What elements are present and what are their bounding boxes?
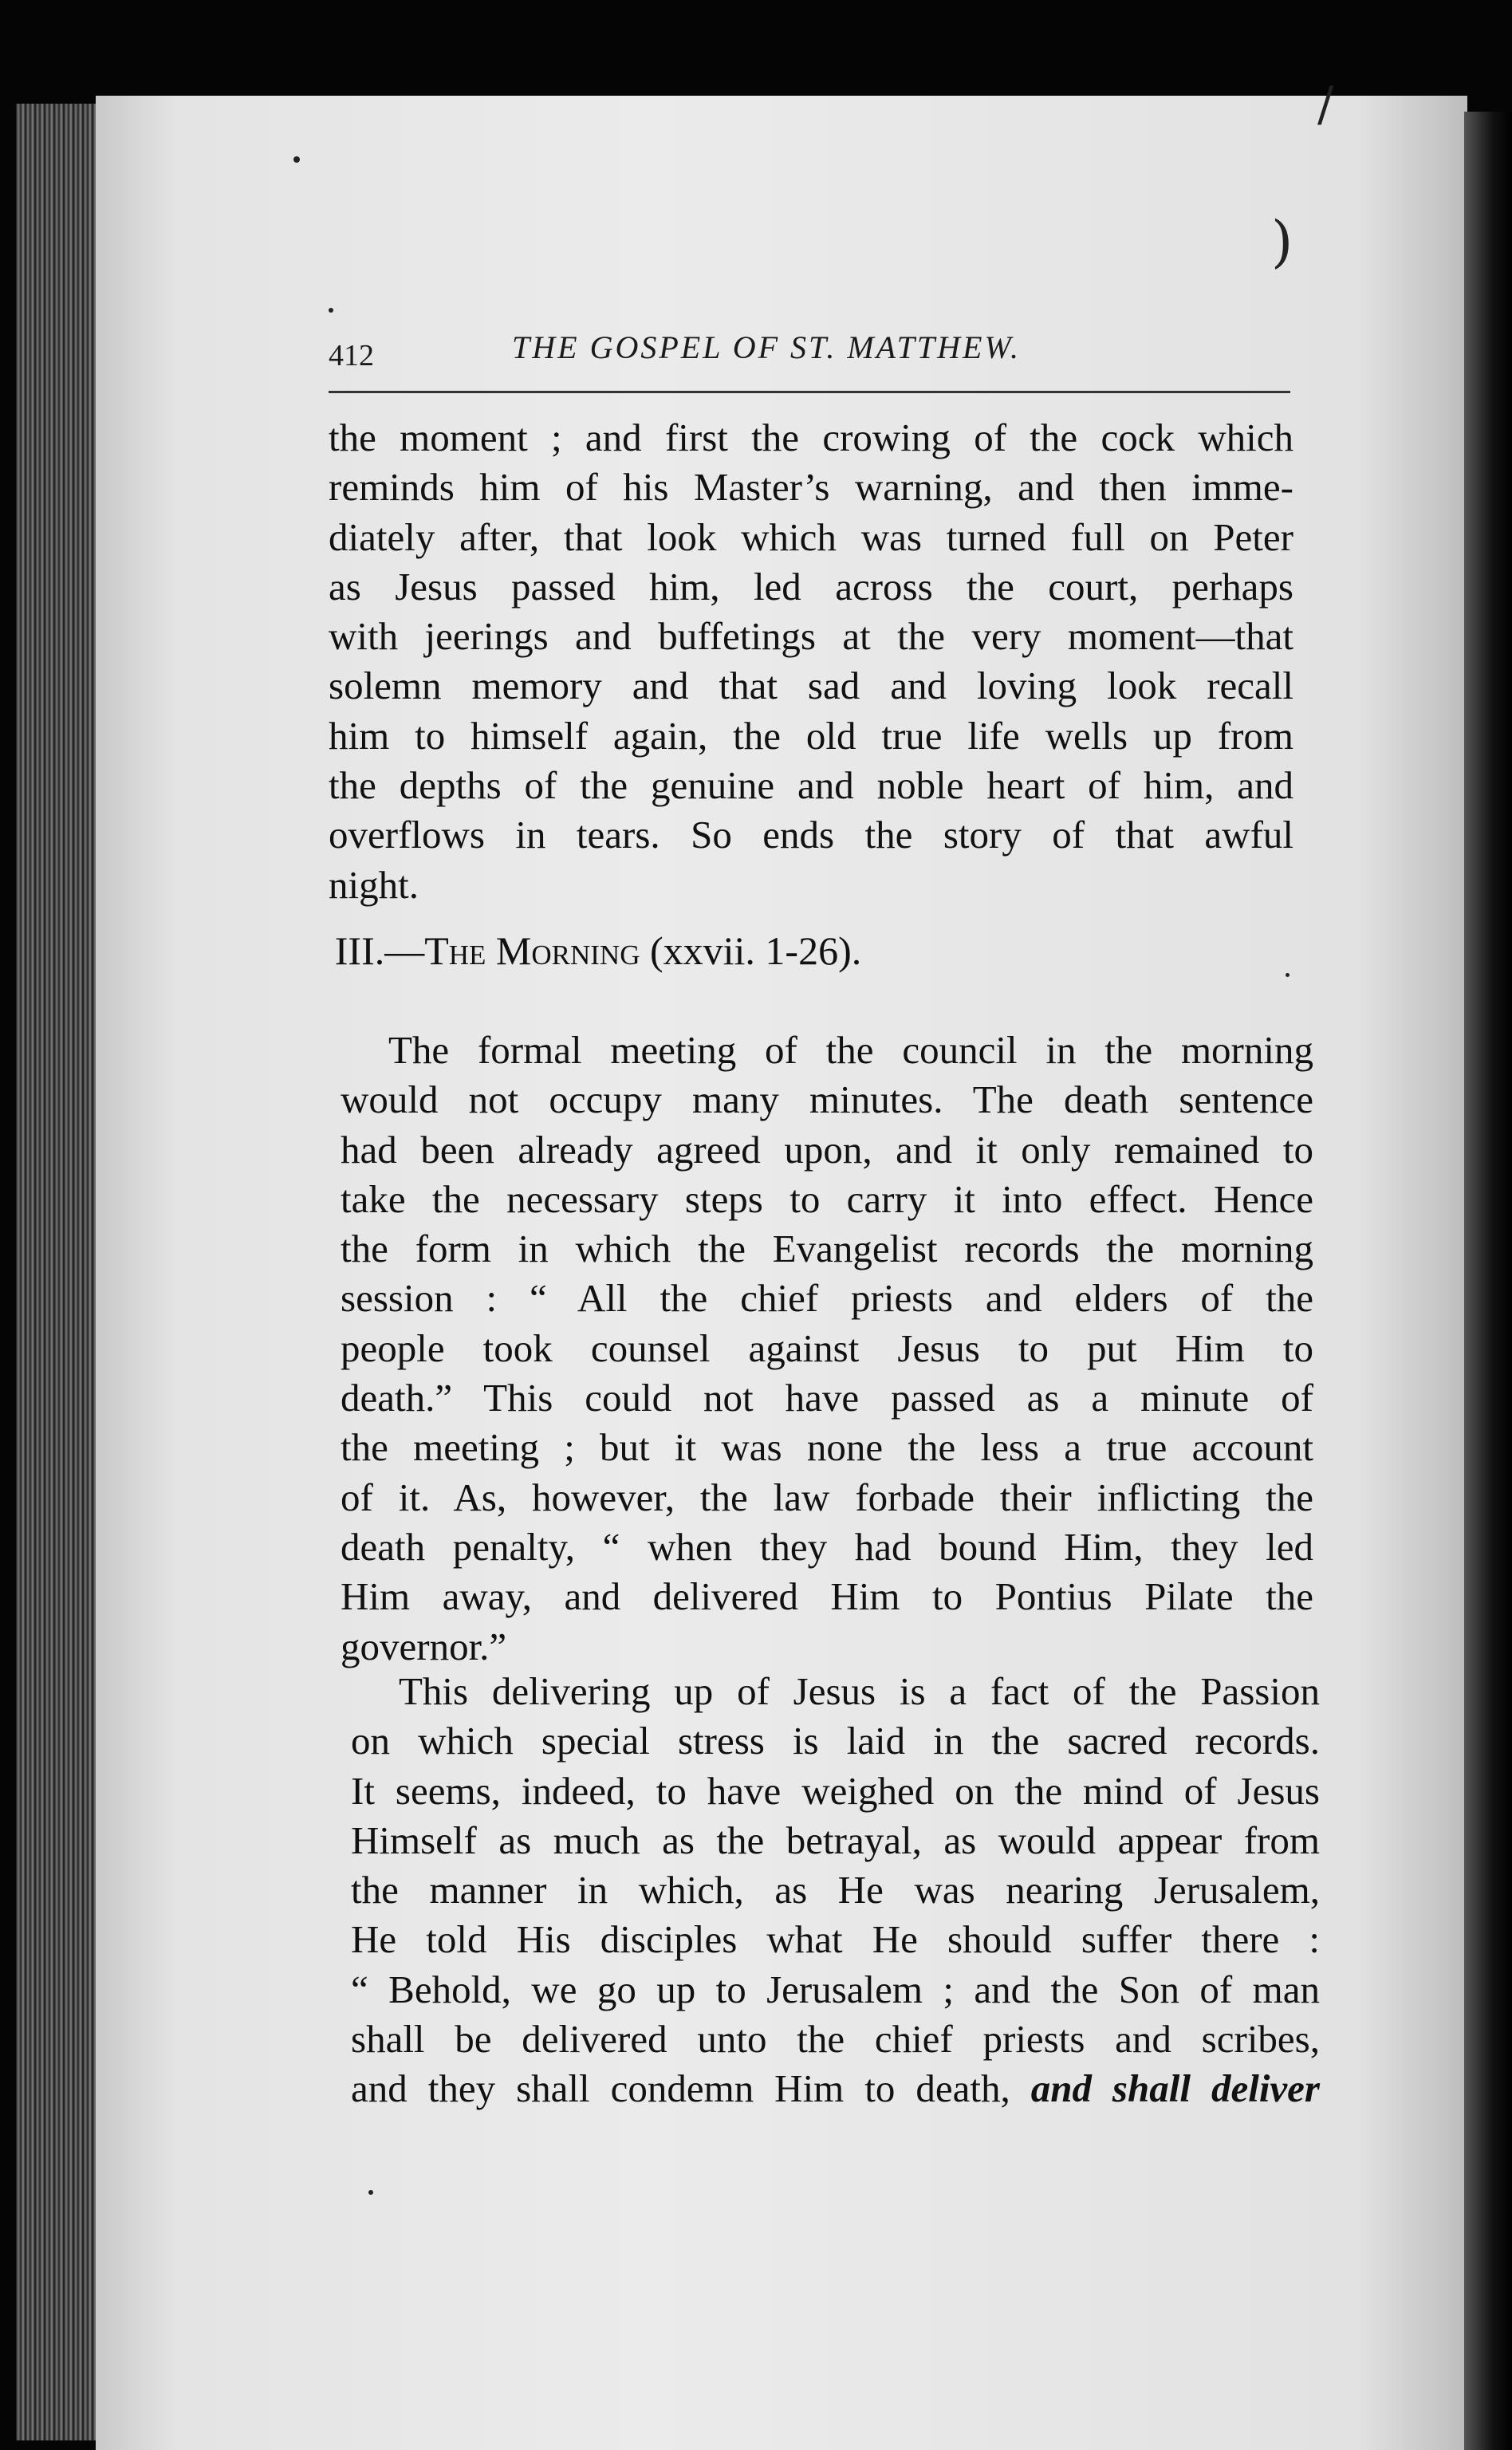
text-line: session : “ All the chief priests and elders of the	[341, 1276, 1313, 1321]
final-line-italic: and shall deliver	[1030, 2066, 1320, 2111]
pencil-mark-icon: /	[1317, 77, 1334, 132]
final-line-plain: and they shall condemn Him to death,	[351, 2066, 1031, 2111]
paragraph-3	[351, 1667, 1320, 2114]
text-line: death.” This could not have passed as a minute of	[341, 1376, 1313, 1420]
text-line: would not occupy many minutes. The death sentence	[341, 1077, 1313, 1122]
text-line: take the necessary steps to carry it into effect. Hence	[341, 1176, 1313, 1221]
text-line: the meeting ; but it was none the less a true account	[341, 1425, 1313, 1470]
header-rule	[329, 391, 1290, 393]
page-number: 412	[329, 339, 374, 372]
paragraph-1	[329, 413, 1293, 910]
text-line: This delivering up of Jesus is a fact of the Passion	[399, 1669, 1320, 1713]
text-line: of it. As, however, the law forbade their inflicting the	[341, 1475, 1313, 1519]
text-line-final	[351, 2064, 1320, 2113]
text-line: He told His disciples what He should suffer there :	[351, 1917, 1320, 1962]
text-line: shall be delivered unto the chief priests and scribes,	[351, 2017, 1320, 2062]
text-line: the manner in which, as He was nearing Jerusalem,	[351, 1868, 1320, 1912]
text-line: with jeerings and buffetings at the very moment—that	[329, 614, 1293, 659]
text-line: night.	[329, 862, 419, 907]
section-heading	[199, 928, 997, 974]
dust-speck	[1286, 973, 1290, 977]
text-line: It seems, indeed, to have weighed on the mind of Jesus	[351, 1768, 1320, 1813]
text-line: death penalty, “ when they had bound Him, they led	[341, 1524, 1313, 1569]
running-title: THE GOSPEL OF ST. MATTHEW.	[512, 329, 1022, 365]
section-numeral: III.—	[334, 928, 425, 973]
text-line: governor.”	[341, 1624, 507, 1668]
text-line: solemn memory and that sad and loving look recall	[329, 664, 1293, 708]
dust-speck	[368, 2190, 373, 2195]
text-line: the form in which the Evangelist records the morning	[341, 1227, 1313, 1271]
dust-speck	[329, 308, 333, 313]
text-line: Himself as much as the betrayal, as would appear from	[351, 1818, 1320, 1862]
text-line: The formal meeting of the council in the morning	[388, 1028, 1313, 1072]
text-line: reminds him of his Master’s warning, and then imme-	[329, 465, 1293, 510]
text-line: diately after, that look which was turned full on Peter	[329, 514, 1293, 559]
text-line: had been already agreed upon, and it only remained to	[341, 1127, 1313, 1172]
section-title: The Morning	[424, 928, 640, 973]
text-line: as Jesus passed him, led across the court, perhaps	[329, 564, 1293, 609]
running-header	[329, 329, 1293, 384]
text-line: him to himself again, the old true life wells up from	[329, 713, 1293, 758]
dust-speck	[293, 156, 300, 163]
text-line: people took counsel against Jesus to put Him to	[341, 1325, 1313, 1370]
text-line: overflows in tears. So ends the story of that awful	[329, 813, 1293, 857]
paragraph-2	[341, 1026, 1313, 1672]
pencil-mark-icon: )	[1271, 209, 1293, 274]
section-reference: (xxvii. 1-26).	[640, 928, 862, 973]
text-line: the depths of the genuine and noble heart of him, and	[329, 763, 1293, 808]
text-line: Him away, and delivered Him to Pontius Pilate the	[341, 1574, 1313, 1619]
text-line: on which special stress is laid in the sacred records.	[351, 1719, 1320, 1763]
text-line: “ Behold, we go up to Jerusalem ; and the Son of man	[351, 1967, 1320, 2011]
text-line: the moment ; and first the crowing of the cock which	[329, 416, 1293, 459]
page-gutter-shadow	[1464, 112, 1512, 2450]
